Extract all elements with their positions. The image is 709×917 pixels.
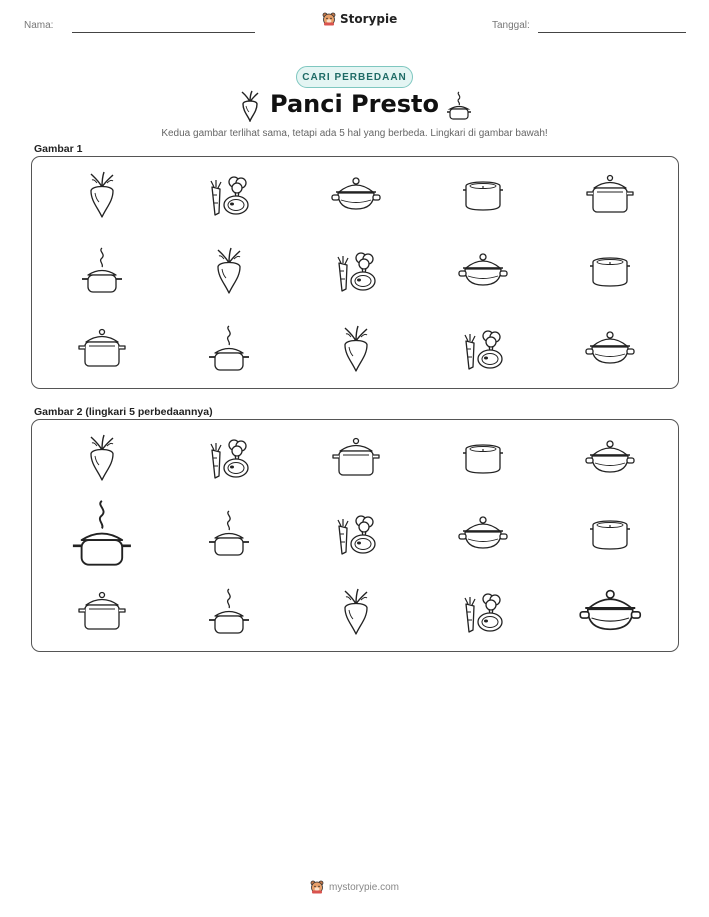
pot-open-icon [461,440,505,476]
veggies-meat-icon [460,327,506,371]
page-title: Panci Presto [270,90,439,118]
footer-url: mystorypie.com [328,881,399,893]
picture-item[interactable] [453,428,513,488]
picture-item[interactable] [326,582,386,642]
picture-item[interactable] [199,165,259,225]
instructions: Kedua gambar terlihat sama, tetapi ada 5 hal yang berbeda. Lingkari di gambar bawah! [161,128,548,139]
radish-icon [211,247,247,295]
date-line[interactable] [538,32,686,33]
storypie-bear-icon [322,12,336,26]
veggies-meat-icon [206,436,252,480]
picture-item[interactable] [72,165,132,225]
storypie-bear-icon [310,880,324,894]
pressure-cooker-wide-icon [579,588,642,636]
picture-item[interactable] [326,319,386,379]
picture-item[interactable] [580,504,640,564]
picture-item[interactable] [453,241,513,301]
picture-item[interactable] [580,165,640,225]
pot-open-icon [588,516,632,552]
radish-icon [84,434,120,482]
picture-item[interactable] [580,319,640,379]
picture-item[interactable] [199,504,259,564]
steaming-pot-icon [207,509,251,559]
pressure-cooker-wide-icon [458,252,508,290]
picture-item[interactable] [72,319,132,379]
picture-item[interactable] [326,241,386,301]
picture-2-box[interactable] [31,419,679,652]
picture-item[interactable] [453,165,513,225]
stock-pot-icon [331,437,381,479]
picture-item[interactable] [199,428,259,488]
picture-item[interactable] [580,582,640,642]
pot-open-icon [588,253,632,289]
veggies-meat-icon [460,590,506,634]
pressure-cooker-wide-icon [331,176,381,214]
steaming-pot-icon [207,587,251,637]
radish-icon [84,171,120,219]
pressure-cooker-wide-icon [585,439,635,477]
pot-open-icon [461,177,505,213]
picture-2-grid [32,420,678,651]
pressure-cooker-wide-icon [458,515,508,553]
picture-1-box [31,156,679,389]
name-line[interactable] [72,32,255,33]
picture-item[interactable] [199,241,259,301]
picture-item[interactable] [453,582,513,642]
picture-item[interactable] [72,582,132,642]
picture-item[interactable] [326,428,386,488]
picture-item[interactable] [580,428,640,488]
picture-item[interactable] [580,241,640,301]
section1-label: Gambar 1 [34,143,83,155]
picture-item[interactable] [453,504,513,564]
stock-pot-icon [585,174,635,216]
veggies-meat-icon [333,249,379,293]
activity-badge: CARI PERBEDAAN [296,66,413,88]
name-label: Nama: [24,20,54,31]
picture-item[interactable] [72,428,132,488]
picture-item[interactable] [326,504,386,564]
veggies-meat-icon [206,173,252,217]
veggies-meat-icon [333,512,379,556]
date-label: Tanggal: [492,20,530,31]
picture-item[interactable] [326,165,386,225]
steaming-pot-icon [70,498,134,571]
footer [0,880,709,894]
brand-name: Storypie [340,12,398,26]
picture-item[interactable] [72,241,132,301]
picture-item[interactable] [72,504,132,564]
stock-pot-icon [77,591,127,633]
picture-item[interactable] [453,319,513,379]
picture-item[interactable] [199,582,259,642]
picture-1-grid [32,157,678,388]
stock-pot-icon [77,328,127,370]
radish-icon [338,588,374,636]
steaming-pot-icon [80,246,124,296]
pressure-cooker-wide-icon [585,330,635,368]
steaming-pot-icon [445,90,473,122]
radish-icon [338,325,374,373]
brand-logo [322,12,397,26]
steaming-pot-icon [207,324,251,374]
picture-item[interactable] [199,319,259,379]
section2-label: Gambar 2 (lingkari 5 perbedaannya) [34,406,213,418]
